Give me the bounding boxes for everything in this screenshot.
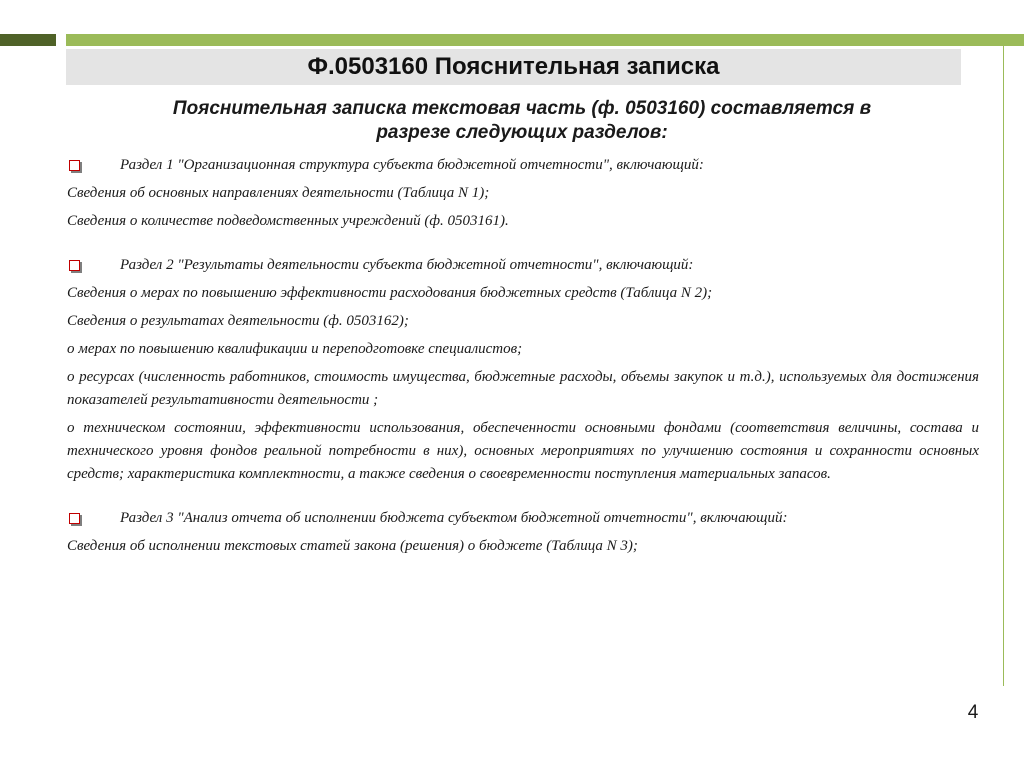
checkbox-bullet-icon (69, 160, 80, 171)
section-2-item: Сведения о результатах деятельности (ф. 0503162); (67, 313, 409, 329)
checkbox-bullet-icon (69, 513, 80, 524)
section-3-heading-row (67, 507, 979, 530)
section-3-item: Сведения об исполнении текстовых статей закона (решения) о бюджете (Таблица N 3); (67, 538, 638, 554)
slide-content (67, 154, 979, 558)
header-bar-dark (0, 34, 56, 46)
section-1-item: Сведения о количестве подведомственных учреждений (ф. 0503161). (67, 213, 509, 229)
section-1-item: Сведения об основных направлениях деятельности (Таблица N 1); (67, 185, 490, 201)
section-2-item: Сведения о мерах по повышению эффективности расходования бюджетных средств (Таблица N 2); (67, 285, 713, 301)
title-box (66, 49, 961, 85)
subtitle-line-1: Пояснительная записка текстовая часть (ф. 0503160) составляется в (172, 98, 872, 119)
section-2-item: о ресурсах (численность работников, стоимость имущества, бюджетные расходы, объемы закупок и т.д.), используемых для достижения показателей результативности деятельности ; (67, 369, 979, 408)
subtitle-line-2: разрезе следующих разделов: (376, 122, 668, 143)
section-3-heading: Раздел 3 "Анализ отчета об исполнении бюджета субъектом бюджетной отчетности", включающий: (120, 510, 788, 526)
section-2-item: о техническом состоянии, эффективности использования, обеспеченности основными фондами (соответствия величины, состава и технического уровня фондов реальной потребности в них), основных мероприятиях по улучшению состояния и сохранности основных средств; характеристика комплектности, а также сведения о своевременности поступления материальных запасов. (67, 420, 979, 482)
header-bar-light (66, 34, 1024, 46)
section-1-heading-row (67, 154, 979, 177)
section-1-heading: Раздел 1 "Организационная структура субъекта бюджетной отчетности", включающий: (120, 157, 704, 173)
section-2-heading-row (67, 254, 979, 277)
slide-subtitle (66, 97, 978, 145)
checkbox-bullet-icon (69, 260, 80, 271)
section-2-item: о мерах по повышению квалификации и переподготовке специалистов; (67, 341, 523, 357)
slide-title: Ф.0503160 Пояснительная записка (307, 53, 720, 80)
section-2-heading: Раздел 2 "Результаты деятельности субъекта бюджетной отчетности", включающий: (120, 257, 694, 273)
page-number: 4 (967, 702, 979, 723)
right-divider-line (1003, 46, 1004, 686)
